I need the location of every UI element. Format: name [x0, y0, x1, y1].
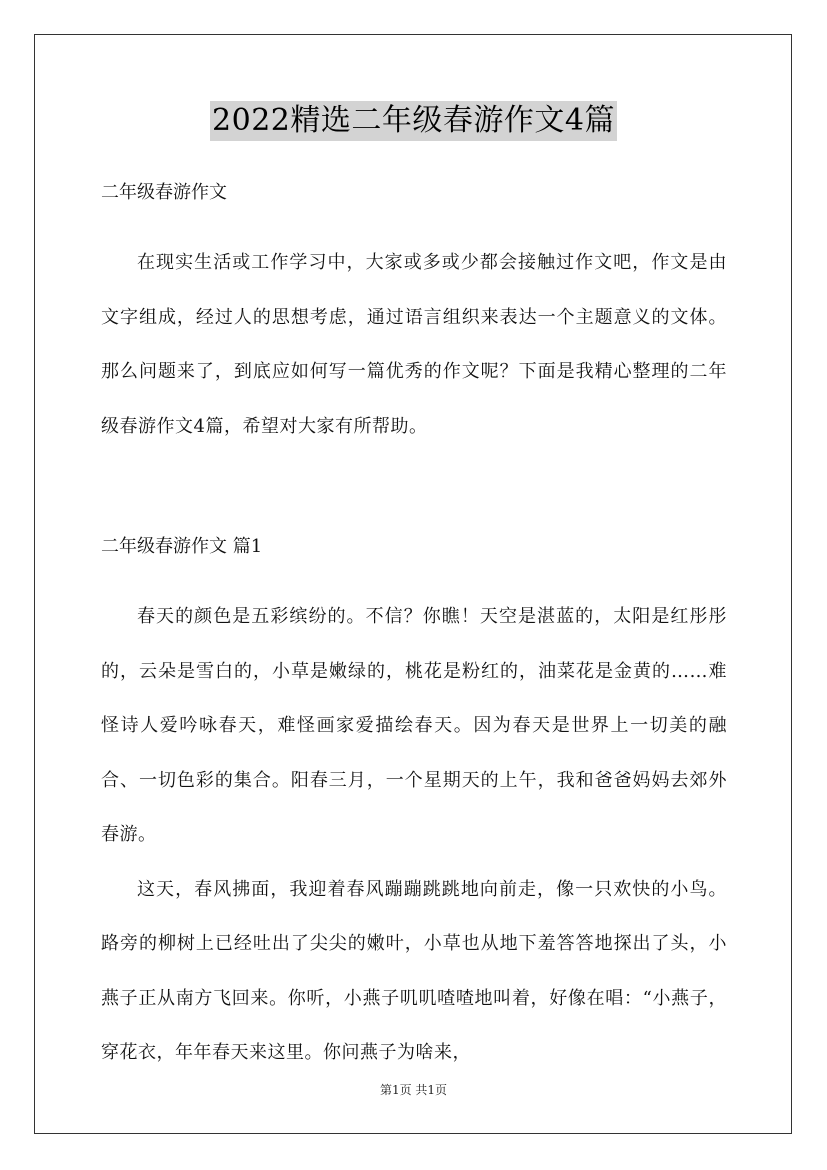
spacer — [101, 454, 727, 528]
document-title: 2022精选二年级春游作文4篇 — [210, 101, 617, 141]
title-container — [0, 101, 827, 141]
page-footer — [0, 1082, 827, 1098]
spacer — [101, 566, 727, 590]
intro-paragraph: 在现实生活或工作学习中，大家或多或少都会接触过作文吧，作文是由文字组成，经过人的思想考虑，通过语言组织来表达一个主题意义的文体。那么问题来了，到底应如何写一篇优秀的作文呢？下面是我精心整理的二年级春游作文4篇，希望对大家有所帮助。 — [101, 252, 727, 437]
essay-paragraph: 这天，春风拂面，我迎着春风蹦蹦跳跳地向前走，像一只欢快的小鸟。路旁的柳树上已经吐出了尖尖的嫩叶，小草也从地下羞答答地探出了头，小燕子正从南方飞回来。你听，小燕子叽叽喳喳地叫着，好像在唱：“小燕子，穿花衣，年年春天来这里。你问燕子为啥来， — [101, 878, 727, 1063]
page-number-label: 第1页 共1页 — [379, 1083, 448, 1097]
spacer — [101, 212, 727, 236]
intro-heading: 二年级春游作文 — [101, 182, 227, 203]
essay-paragraph: 春天的颜色是五彩缤纷的。不信？你瞧！天空是湛蓝的，太阳是红彤彤的，云朵是雪白的，小草是嫩绿的，桃花是粉红的，油菜花是金黄的……难怪诗人爱吟咏春天，难怪画家爱描绘春天。因为春天是世界上一切美的融合、一切色彩的集合。阳春三月，一个星期天的上午，我和爸爸妈妈去郊外春游。 — [101, 606, 727, 845]
document-body — [101, 174, 727, 1081]
essay-heading: 二年级春游作文 篇1 — [101, 536, 263, 557]
